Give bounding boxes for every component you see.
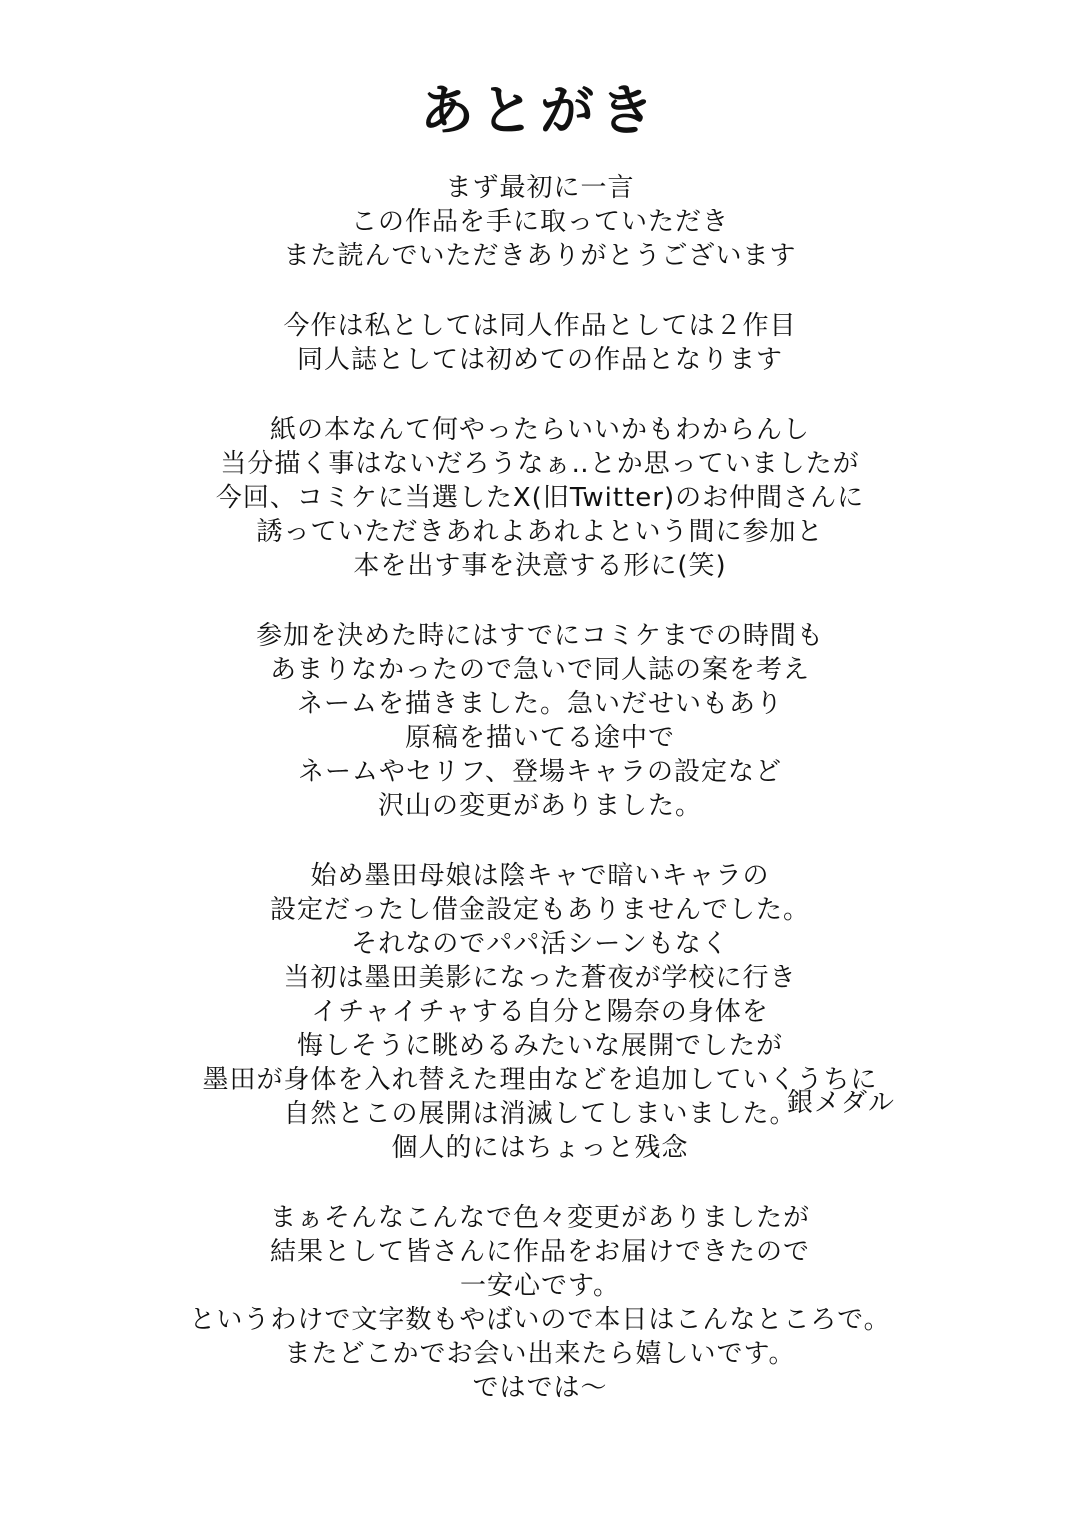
text-line: 当初は墨田美影になった蒼夜が学校に行き [283,963,797,993]
text-line: まず最初に一言 [445,173,635,203]
text-line: 今回、コミケに当選したX(旧Twitter)のお仲間さんに [215,483,865,513]
author-signature: 銀メダル [786,1088,895,1118]
text-line: 当分描く事はないだろうなぁ‥とか思っていましたが [220,449,860,479]
text-line: 紙の本なんて何やったらいいかもわからんし [269,415,810,445]
text-line: 悔しそうに眺めるみたいな展開でしたが [296,1031,783,1061]
text-line: また読んでいただきありがとうございます [283,241,797,271]
text-line: 参加を決めた時にはすでにコミケまでの時間も [256,621,824,651]
text-line: それなのでパパ活シーンもなく [351,929,729,959]
text-line: 今作は私としては同人作品としては２作目 [283,311,797,341]
text-line: 個人的にはちょっと残念 [391,1133,689,1163]
text-line: この作品を手に取っていただき [350,207,729,237]
text-line: 設定だったし借金設定もありませんでした。 [269,895,810,925]
text-line: 誘っていただきあれよあれよという間に参加と [256,517,824,547]
text-line: イチャイチャする自分と陽奈の身体を [311,997,769,1027]
text-line: ではでは〜 [472,1373,608,1403]
text-line: というわけで文字数もやばいので本日はこんなところで。 [189,1305,891,1335]
text-line: 始め墨田母娘は陰キャで暗いキャラの [310,861,770,891]
paragraph [0,859,1080,1165]
paragraph [0,171,1080,273]
text-line: あまりなかったので急いで同人誌の案を考え [269,655,810,685]
text-line: ネームやセリフ、登場キャラの設定など [298,757,782,787]
text-line: ネームを描きました。急いだせいもあり [296,689,783,719]
paragraph [0,1201,1080,1405]
text-line: 本を出す事を決意する形に(笑) [353,551,727,581]
text-line: 原稿を描いてる途中で [404,723,675,753]
page-title: あとがき [420,78,660,142]
text-line: 一安心です。 [460,1271,620,1301]
paragraph [0,309,1080,377]
paragraph [0,413,1080,583]
text-line: またどこかでお会い出来たら嬉しいです。 [284,1339,796,1369]
afterword-body [0,171,1080,1441]
text-line: 自然とこの展開は消滅してしまいました。 [283,1099,797,1129]
text-line: 同人誌としては初めての作品となります [296,345,783,375]
text-line: 墨田が身体を入れ替えた理由などを追加していくうちに [202,1065,878,1095]
paragraph [0,619,1080,823]
text-line: 結果として皆さんに作品をお届けできたので [269,1237,810,1267]
text-line: まぁそんなこんなで色々変更がありましたが [269,1203,810,1233]
text-line: 沢山の変更がありました。 [377,791,702,821]
